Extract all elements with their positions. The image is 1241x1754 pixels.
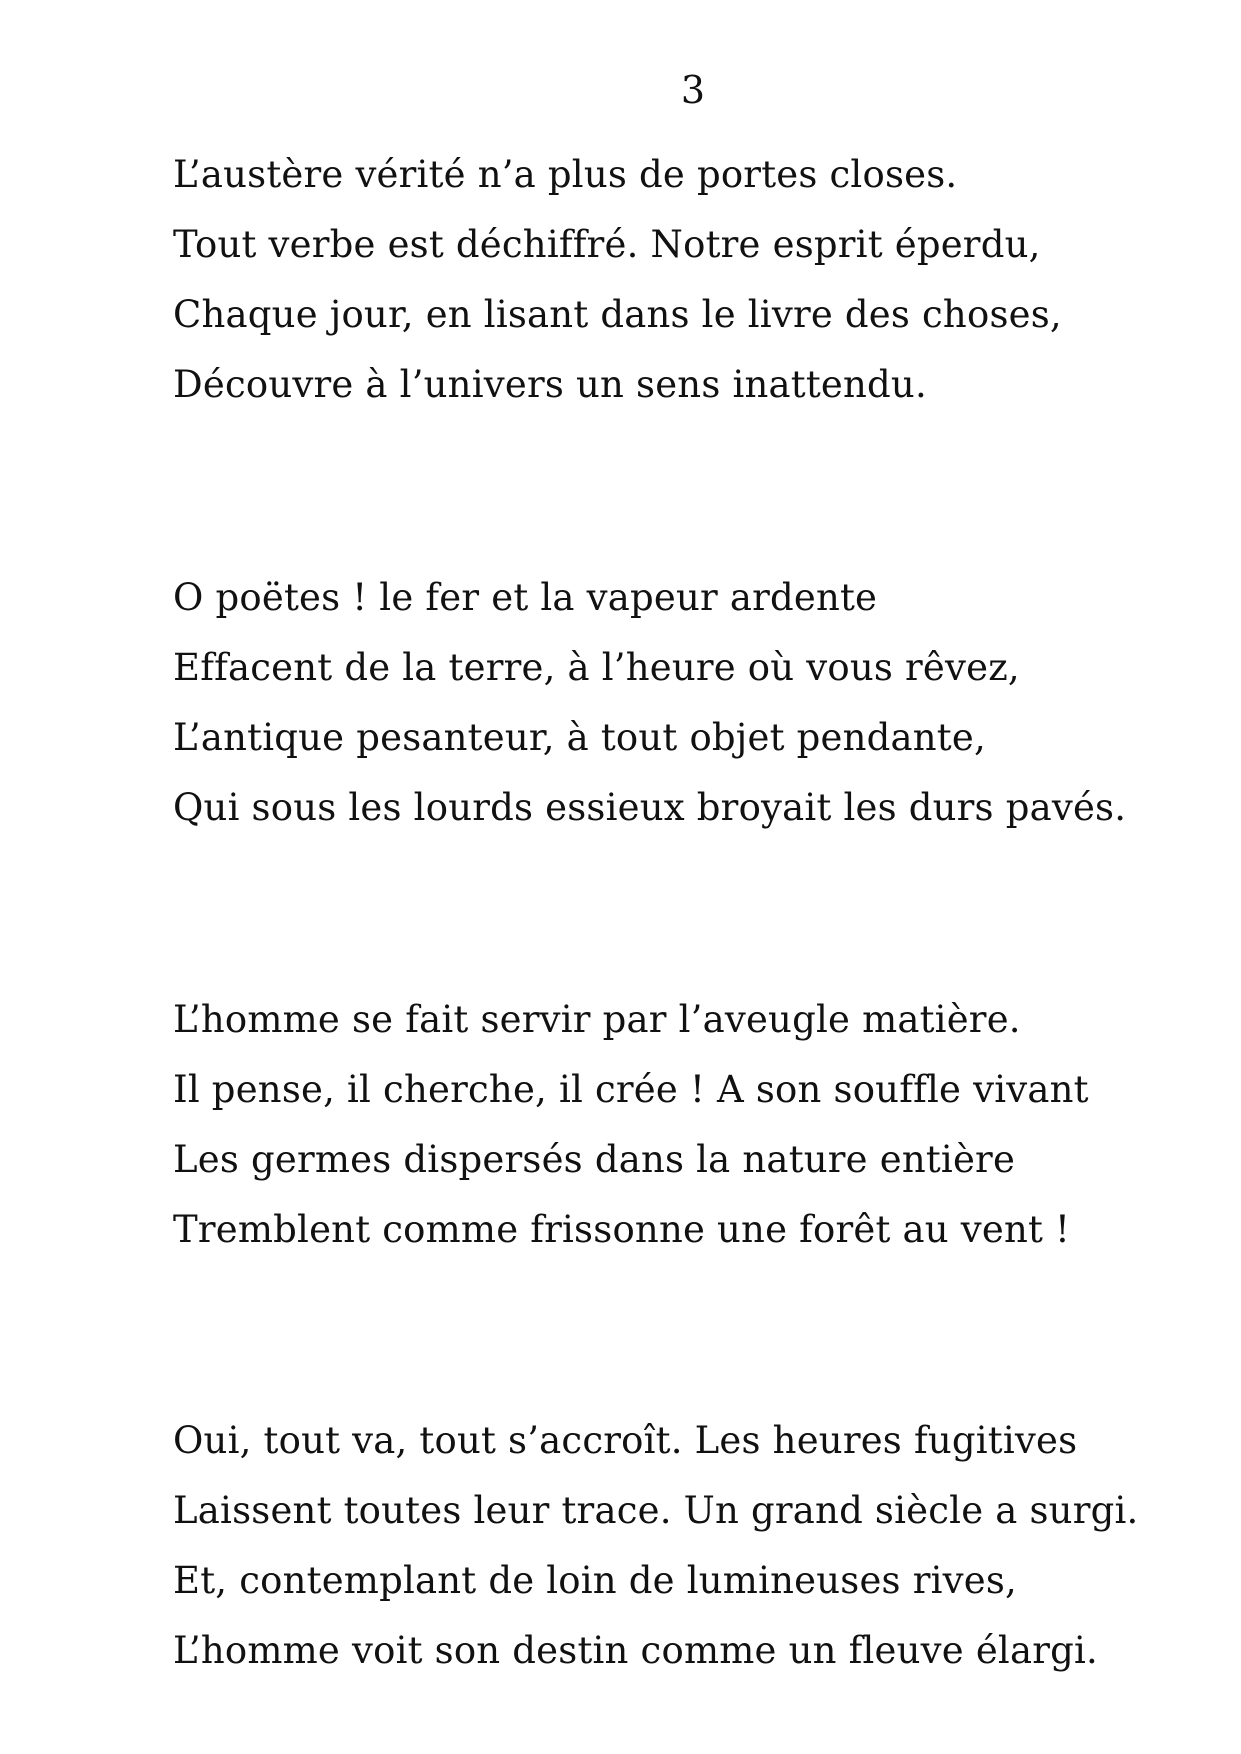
verse-line: L’homme voit son destin comme un fleuve élargi. <box>173 1629 1098 1672</box>
stanza-2 <box>173 563 1173 843</box>
verse-line: Les germes dispersés dans la nature entière <box>173 1138 1016 1181</box>
verse-line: Il pense, il cherche, il crée ! A son souffle vivant <box>173 1068 1089 1111</box>
stanza-3 <box>173 985 1173 1265</box>
verse-line: Effacent de la terre, à l’heure où vous rêvez, <box>173 646 1020 689</box>
verse-line: Tout verbe est déchiffré. Notre esprit éperdu, <box>173 223 1041 266</box>
verse-line: Tremblent comme frissonne une forêt au vent ! <box>173 1208 1071 1251</box>
page-number: 3 <box>680 68 706 112</box>
verse-line: Et, contemplant de loin de lumineuses rives, <box>173 1559 1017 1602</box>
verse-line: Découvre à l’univers un sens inattendu. <box>173 363 927 406</box>
verse-line: L’antique pesanteur, à tout objet pendante, <box>173 716 986 759</box>
stanza-4 <box>173 1406 1173 1686</box>
verse-line: L’austère vérité n’a plus de portes closes. <box>173 153 958 196</box>
verse-line: L’homme se fait servir par l’aveugle matière. <box>173 998 1021 1041</box>
stanza-1 <box>173 140 1173 420</box>
verse-line: Laissent toutes leur trace. Un grand siècle a surgi. <box>173 1489 1139 1532</box>
verse-line: Oui, tout va, tout s’accroît. Les heures fugitives <box>173 1419 1078 1462</box>
verse-line: O poëtes ! le fer et la vapeur ardente <box>173 576 878 619</box>
verse-line: Qui sous les lourds essieux broyait les durs pavés. <box>173 786 1127 829</box>
verse-line: Chaque jour, en lisant dans le livre des choses, <box>173 293 1062 336</box>
